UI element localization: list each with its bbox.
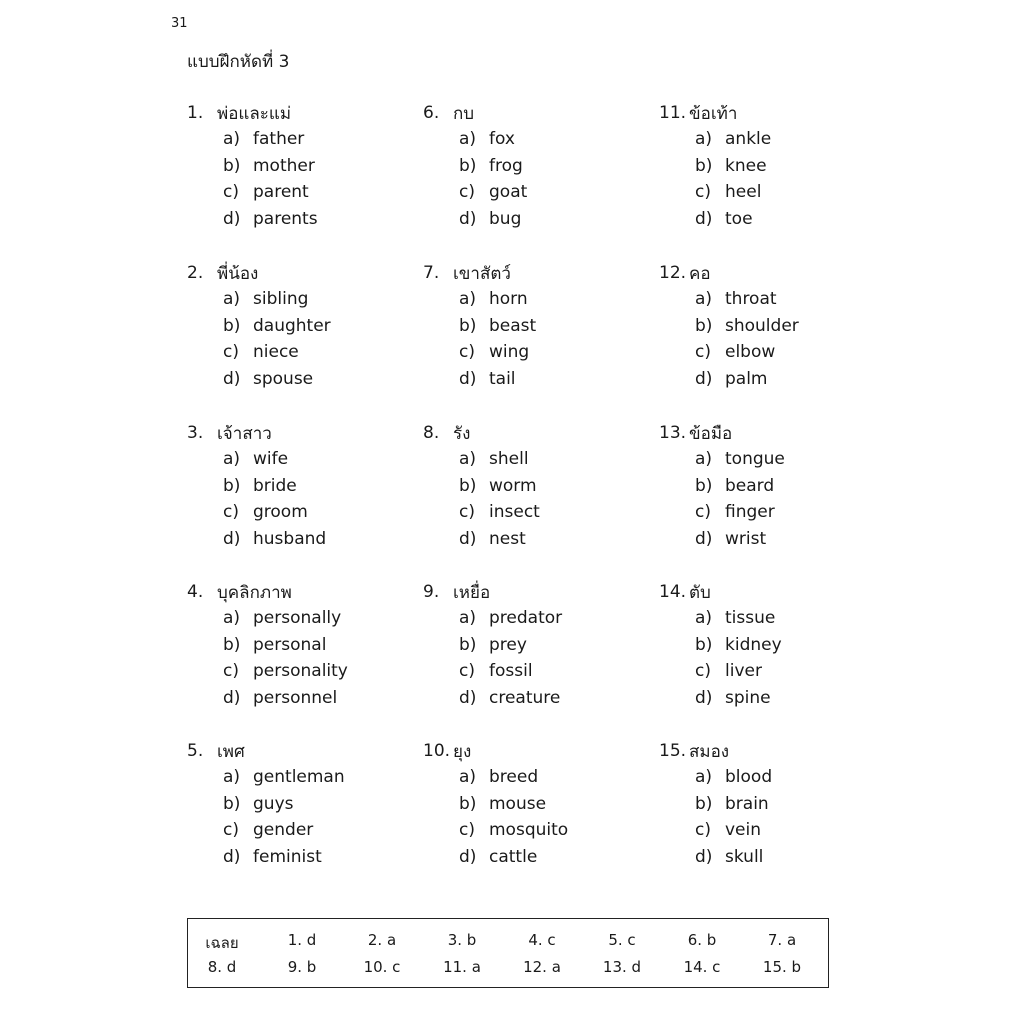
question-word: พ่อและแม่ (217, 103, 292, 124)
option-letter: a) (223, 129, 241, 150)
option-text: palm (725, 369, 768, 390)
option-letter: d) (223, 529, 241, 550)
question-4 (187, 579, 407, 711)
question-word: เจ้าสาว (217, 423, 272, 444)
option-text: ankle (725, 129, 772, 150)
answer-key-item: 4. c (528, 931, 556, 949)
question-header (187, 579, 407, 605)
option-letter: a) (223, 608, 241, 629)
answer-option (659, 844, 879, 871)
answer-key-item: 12. a (523, 958, 561, 976)
option-text: blood (725, 767, 773, 788)
option-letter: b) (223, 634, 241, 655)
answer-option (659, 499, 879, 526)
option-text: fossil (489, 661, 533, 682)
answer-option (187, 366, 407, 393)
option-letter: c) (695, 342, 711, 363)
option-letter: d) (223, 209, 241, 230)
option-letter: c) (223, 182, 239, 203)
question-word: ข้อเท้า (689, 103, 738, 124)
exercise-title: แบบฝึกหัดที่ 3 (187, 52, 290, 72)
answer-key-box (187, 918, 829, 988)
option-text: throat (725, 289, 777, 310)
answer-option (659, 339, 879, 366)
option-letter: c) (695, 182, 711, 203)
question-header (659, 579, 879, 605)
answer-option (423, 126, 643, 153)
question-header (187, 100, 407, 126)
option-letter: b) (459, 634, 477, 655)
option-letter: d) (223, 847, 241, 868)
answer-option (187, 179, 407, 206)
question-header (423, 260, 643, 286)
option-text: parents (253, 209, 318, 230)
question-8 (423, 420, 643, 552)
option-text: beast (489, 315, 537, 336)
option-text: finger (725, 502, 775, 523)
question-header (423, 738, 643, 764)
answer-option (423, 632, 643, 659)
answer-option (187, 658, 407, 685)
option-text: tail (489, 369, 516, 390)
answer-option (659, 658, 879, 685)
option-letter: a) (695, 449, 713, 470)
option-text: kidney (725, 634, 782, 655)
option-text: husband (253, 529, 327, 550)
option-text: gender (253, 820, 314, 841)
option-text: shoulder (725, 315, 799, 336)
option-text: guys (253, 793, 294, 814)
option-text: gentleman (253, 767, 345, 788)
answer-key-item: 1. d (287, 931, 317, 949)
question-number: 8. (423, 423, 440, 443)
option-letter: d) (695, 847, 713, 868)
answer-option (187, 791, 407, 818)
answer-option (187, 286, 407, 313)
option-letter: b) (695, 475, 713, 496)
answer-option (423, 791, 643, 818)
answer-option (423, 473, 643, 500)
option-text: worm (489, 475, 537, 496)
option-letter: c) (459, 820, 475, 841)
option-letter: c) (695, 661, 711, 682)
option-text: feminist (253, 847, 322, 868)
answer-option (423, 339, 643, 366)
option-text: heel (725, 182, 762, 203)
option-text: groom (253, 502, 308, 523)
question-header (187, 738, 407, 764)
answer-option (187, 206, 407, 233)
option-letter: d) (695, 369, 713, 390)
option-letter: b) (223, 793, 241, 814)
option-text: tissue (725, 608, 776, 629)
option-letter: b) (459, 793, 477, 814)
answer-key-item: 8. d (207, 958, 237, 976)
answer-option (659, 685, 879, 712)
question-number: 12. (659, 263, 687, 283)
option-text: creature (489, 688, 561, 709)
question-number: 6. (423, 103, 440, 123)
option-text: horn (489, 289, 528, 310)
option-text: prey (489, 634, 527, 655)
option-text: spouse (253, 369, 314, 390)
option-letter: d) (223, 688, 241, 709)
answer-option (423, 153, 643, 180)
option-letter: d) (695, 209, 713, 230)
answer-option (187, 153, 407, 180)
answer-option (659, 817, 879, 844)
question-2 (187, 260, 407, 392)
answer-option (659, 526, 879, 553)
question-header (423, 100, 643, 126)
question-number: 9. (423, 582, 440, 602)
option-letter: a) (695, 608, 713, 629)
option-text: shell (489, 449, 529, 470)
answer-key-item: 6. b (687, 931, 717, 949)
answer-option (187, 526, 407, 553)
answer-option (187, 632, 407, 659)
option-letter: b) (223, 315, 241, 336)
option-letter: c) (223, 820, 239, 841)
question-word: เหยื่อ (453, 582, 491, 603)
answer-option (187, 764, 407, 791)
answer-option (187, 844, 407, 871)
option-text: father (253, 129, 305, 150)
option-text: vein (725, 820, 762, 841)
answer-key-item: 14. c (683, 958, 721, 976)
answer-option (187, 499, 407, 526)
option-letter: c) (459, 182, 475, 203)
answer-key-item: 7. a (767, 931, 797, 949)
option-text: sibling (253, 289, 309, 310)
question-header (659, 420, 879, 446)
option-letter: b) (695, 155, 713, 176)
option-letter: a) (459, 129, 477, 150)
option-letter: c) (459, 502, 475, 523)
option-letter: b) (695, 315, 713, 336)
option-text: personality (253, 661, 348, 682)
question-number: 7. (423, 263, 440, 283)
option-letter: a) (459, 767, 477, 788)
answer-option (187, 817, 407, 844)
answer-option (423, 179, 643, 206)
question-header (187, 420, 407, 446)
option-letter: a) (695, 767, 713, 788)
option-letter: c) (459, 661, 475, 682)
answer-option (659, 366, 879, 393)
option-text: frog (489, 155, 523, 176)
option-text: skull (725, 847, 764, 868)
option-letter: a) (223, 449, 241, 470)
answer-option (659, 473, 879, 500)
option-text: wife (253, 449, 289, 470)
option-text: mouse (489, 793, 547, 814)
answer-key-item: 3. b (447, 931, 477, 949)
option-text: bug (489, 209, 522, 230)
question-word: กบ (453, 103, 475, 124)
option-letter: c) (459, 342, 475, 363)
option-letter: a) (223, 767, 241, 788)
option-letter: d) (223, 369, 241, 390)
question-header (659, 100, 879, 126)
question-header (659, 260, 879, 286)
option-text: predator (489, 608, 563, 629)
option-text: spine (725, 688, 771, 709)
question-10 (423, 738, 643, 870)
answer-option (423, 446, 643, 473)
option-letter: c) (695, 502, 711, 523)
option-letter: c) (223, 502, 239, 523)
answer-key-item: 9. b (287, 958, 317, 976)
question-word: เขาสัตว์ (453, 263, 511, 284)
answer-key-item: 13. d (602, 958, 642, 976)
answer-key-item: 11. a (443, 958, 481, 976)
question-14 (659, 579, 879, 711)
option-text: knee (725, 155, 767, 176)
question-9 (423, 579, 643, 711)
answer-option (659, 764, 879, 791)
question-word: ยุง (453, 741, 472, 762)
answer-option (423, 658, 643, 685)
answer-option (659, 313, 879, 340)
question-word: รัง (453, 423, 471, 444)
answer-key-label: เฉลย (205, 934, 239, 952)
question-word: เพศ (217, 741, 245, 762)
option-text: niece (253, 342, 299, 363)
question-1 (187, 100, 407, 232)
answer-option (659, 153, 879, 180)
option-letter: c) (223, 661, 239, 682)
answer-option (187, 473, 407, 500)
answer-option (659, 605, 879, 632)
question-header (423, 579, 643, 605)
question-7 (423, 260, 643, 392)
option-text: breed (489, 767, 539, 788)
option-text: brain (725, 793, 769, 814)
option-text: nest (489, 529, 526, 550)
question-header (187, 260, 407, 286)
option-letter: d) (459, 847, 477, 868)
question-word: สมอง (689, 741, 730, 762)
question-11 (659, 100, 879, 232)
option-text: personally (253, 608, 342, 629)
answer-option (187, 126, 407, 153)
option-text: personal (253, 634, 327, 655)
option-text: mosquito (489, 820, 569, 841)
option-letter: d) (459, 529, 477, 550)
answer-option (187, 605, 407, 632)
question-number: 11. (659, 103, 687, 123)
answer-key-item: 15. b (762, 958, 802, 976)
answer-option (423, 685, 643, 712)
option-letter: d) (459, 688, 477, 709)
option-letter: b) (459, 315, 477, 336)
option-letter: a) (459, 289, 477, 310)
answer-option (659, 632, 879, 659)
question-5 (187, 738, 407, 870)
question-word: ข้อมือ (689, 423, 733, 444)
answer-option (423, 313, 643, 340)
question-header (659, 738, 879, 764)
question-3 (187, 420, 407, 552)
option-text: beard (725, 475, 775, 496)
page-number: 31 (171, 16, 188, 31)
option-text: bride (253, 475, 297, 496)
option-text: daughter (253, 315, 331, 336)
answer-option (423, 605, 643, 632)
question-word: บุคลิกภาพ (217, 582, 292, 603)
option-text: tongue (725, 449, 785, 470)
question-header (423, 420, 643, 446)
answer-option (423, 817, 643, 844)
option-text: liver (725, 661, 762, 682)
answer-option (659, 206, 879, 233)
answer-option (187, 313, 407, 340)
answer-option (659, 446, 879, 473)
option-letter: d) (695, 688, 713, 709)
option-letter: d) (695, 529, 713, 550)
option-text: insect (489, 502, 540, 523)
question-word: พี่น้อง (217, 263, 259, 284)
option-text: goat (489, 182, 528, 203)
option-letter: b) (459, 155, 477, 176)
question-number: 3. (187, 423, 204, 443)
option-letter: d) (459, 369, 477, 390)
answer-option (659, 179, 879, 206)
option-letter: a) (459, 449, 477, 470)
option-text: toe (725, 209, 753, 230)
answer-option (423, 366, 643, 393)
question-word: ตับ (689, 582, 711, 603)
option-text: cattle (489, 847, 538, 868)
question-15 (659, 738, 879, 870)
answer-option (423, 764, 643, 791)
question-number: 15. (659, 741, 687, 761)
option-letter: a) (695, 129, 713, 150)
option-letter: c) (695, 820, 711, 841)
answer-option (659, 791, 879, 818)
option-letter: a) (223, 289, 241, 310)
option-letter: a) (459, 608, 477, 629)
option-letter: b) (695, 793, 713, 814)
answer-key-item: 2. a (367, 931, 397, 949)
question-13 (659, 420, 879, 552)
option-text: parent (253, 182, 309, 203)
option-letter: c) (223, 342, 239, 363)
option-letter: b) (223, 155, 241, 176)
option-text: wing (489, 342, 530, 363)
answer-option (659, 126, 879, 153)
option-text: elbow (725, 342, 776, 363)
question-number: 14. (659, 582, 687, 602)
option-text: mother (253, 155, 315, 176)
answer-option (187, 685, 407, 712)
question-number: 2. (187, 263, 204, 283)
option-letter: b) (223, 475, 241, 496)
answer-option (423, 844, 643, 871)
option-letter: a) (695, 289, 713, 310)
option-letter: b) (695, 634, 713, 655)
answer-option (423, 286, 643, 313)
option-text: personnel (253, 688, 338, 709)
question-6 (423, 100, 643, 232)
answer-option (423, 499, 643, 526)
answer-option (423, 206, 643, 233)
answer-option (423, 526, 643, 553)
option-letter: b) (459, 475, 477, 496)
answer-option (659, 286, 879, 313)
option-text: wrist (725, 529, 767, 550)
question-12 (659, 260, 879, 392)
question-number: 13. (659, 423, 687, 443)
option-text: fox (489, 129, 515, 150)
question-number: 1. (187, 103, 204, 123)
answer-option (187, 446, 407, 473)
option-letter: d) (459, 209, 477, 230)
answer-key-item: 5. c (608, 931, 636, 949)
question-number: 10. (423, 741, 451, 761)
answer-key-item: 10. c (363, 958, 401, 976)
question-word: คอ (689, 263, 711, 284)
answer-option (187, 339, 407, 366)
question-number: 4. (187, 582, 204, 602)
question-number: 5. (187, 741, 204, 761)
